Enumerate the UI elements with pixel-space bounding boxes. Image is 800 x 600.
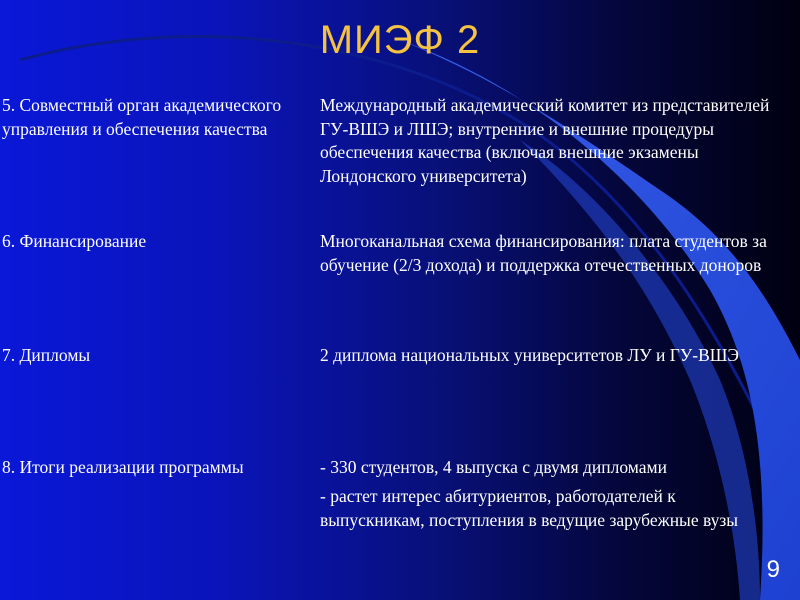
row-6-label: 6. Финансирование xyxy=(2,231,147,251)
row-5-description: Международный академический комитет из представителей ГУ-ВШЭ и ЛШЭ; внутренние и внешние процедуры обеспечения качества (включая внешние экзамены Лондонского университета) xyxy=(320,95,770,186)
row-7-label: 7. Дипломы xyxy=(2,345,91,365)
page-number: 9 xyxy=(766,556,780,583)
row-5-label: 5. Совместный орган академического управления и обеспечения качества xyxy=(2,95,282,139)
slide-title: МИЭФ 2 xyxy=(319,18,481,62)
row-7-description: 2 диплома национальных университетов ЛУ и ГУ-ВШЭ xyxy=(320,345,739,365)
row-8-label: 8. Итоги реализации программы xyxy=(2,457,244,477)
row-8-result-2: - растет интерес абитуриентов, работодателей к выпускникам, поступления в ведущие зарубежные вузы xyxy=(320,486,739,530)
row-6-description: Многоканальная схема финансирования: плата студентов за обучение (2/3 дохода) и поддержка отечественных доноров xyxy=(320,231,767,275)
row-8-result-1: - 330 студентов, 4 выпуска с двумя дипломами xyxy=(320,457,667,477)
